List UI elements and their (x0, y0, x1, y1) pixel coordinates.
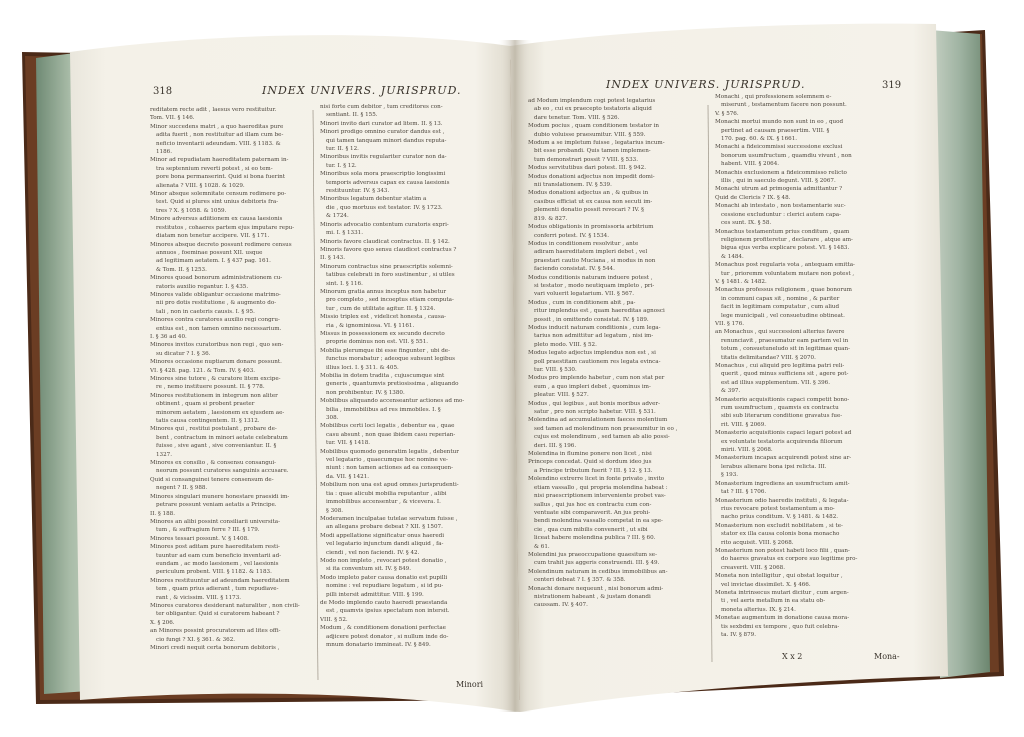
index-line: Minoribus sola mora praescriptio longissimi (320, 171, 446, 178)
index-line: vel legatario , quaecumque hoc nomine ve- (326, 457, 448, 464)
index-line: Monachi mortui mundo non sunt in eo , quod (715, 119, 844, 126)
index-line: nii pro dotis restitutione , & augmento do- (156, 300, 277, 307)
index-line: Quid de Clericis ? IX. § 48. (715, 194, 791, 201)
index-line: ritur implendus est , quam haereditas agnosci (534, 308, 665, 315)
index-line: da. VII. § 1421. (326, 473, 370, 480)
index-line: nacho prius conditum. V. § 1481. & 1482. (721, 514, 839, 521)
index-line: Princeps concedat. Quid si dordum ideo jus (528, 459, 652, 466)
index-line: liceat habere molendina publica ? III. § 60. (534, 535, 656, 542)
index-line: 1327. (156, 451, 173, 458)
index-line: & 1484. (721, 253, 744, 260)
index-line: Monasterium non excludit nobilitatem , si te- (715, 522, 843, 529)
index-line: mirii. VIII. § 2068. (721, 447, 773, 454)
index-line: ad Modum implendum cogi potest legatarius (528, 98, 656, 104)
index-line: Modus in conditionem resolvitur , ante (528, 240, 639, 247)
index-line: tum demonstrari possit ? VIII. § 533. (534, 156, 639, 163)
index-line: non prohibentur. IV. § 1380. (326, 389, 405, 396)
index-line: Molendino extrerre licet in fonte privato , invito (528, 476, 665, 483)
index-line: Minores tessari possunt. V. § 1408. (150, 535, 249, 542)
index-line: 170. pag. 60. & IX. § 1661. (721, 136, 798, 143)
index-line: cujus est molendinum , sed tamen ab alio possi- (534, 434, 670, 441)
index-line: § 308. (326, 507, 344, 514)
left-running-head: INDEX UNIVERS. JURISPRUD. (262, 84, 462, 97)
index-line: restituuntur. IV. § 343. (326, 188, 390, 195)
index-line: rius revocare potest testamentum a mo- (721, 505, 835, 512)
index-line: 1186. (156, 149, 173, 156)
index-line: rant , & vicissim. VIII. § 1173. (156, 594, 242, 601)
index-line: § 193. (721, 472, 739, 479)
index-line: adiram haereditatem impleri debet , vel (534, 249, 648, 256)
index-line: tur. I. § 12. (326, 162, 357, 169)
index-line: ratoris auxilio regantur. I. § 435. (156, 283, 249, 290)
index-line: tur , cum de utilitate agitur. II. § 1324. (326, 305, 436, 312)
right-page-number: 319 (882, 80, 902, 91)
index-line: habent. VIII. § 2064. (721, 161, 780, 168)
index-line: Minorum contractus sine praescriptis solemni- (320, 263, 453, 270)
index-line: neorum possunt curatores sanguinis accusare. (156, 468, 289, 475)
index-line: & 61. (534, 543, 550, 550)
right-page-column-2 (715, 93, 899, 653)
index-line: stator ex illa causa colonis bona monacho (721, 531, 840, 538)
index-line: II. § 188. (150, 510, 176, 517)
index-line: si ita conventum sit. IV. § 849. (326, 566, 412, 573)
index-line: pleatur. VIII. § 527. (534, 392, 589, 399)
index-line: casibus efficiat ut ex causa non secuti im- (534, 198, 653, 205)
right-running-head: INDEX UNIVERS. JURISPRUD. (606, 78, 806, 91)
index-line: religionem profiteretur , declarare , atque am- (721, 236, 853, 243)
index-line: titatis delimitandae? VIII. § 2070. (721, 354, 816, 361)
index-line: tat ? III. § 1706. (721, 489, 767, 496)
index-line: niunt : non tamen actiones ad ea consequen- (326, 465, 454, 472)
index-line: adjicere potest donator , si nullum inde do- (326, 633, 449, 640)
index-line: annuos , foeminae possunt XII. usque (156, 249, 263, 256)
index-line: minorem aetatem , laesionem ex ejusdem ae- (156, 409, 285, 416)
index-line: temporis adversus capax ex causa laesionis (326, 179, 450, 186)
index-line: eundam , ac modo laesionem , vel laesionis (156, 560, 279, 567)
index-line: V. § 576. (715, 110, 739, 117)
index-line: VI. § 428. pag. 121. & Tom. IV. § 403. (150, 367, 256, 374)
index-line: & 397. (721, 388, 741, 395)
index-line: a Principe tributum fuerit ? III. § 12. § 13. (534, 467, 653, 474)
index-line: I. § 36 ad 40. (150, 333, 187, 340)
index-line: dubio voluisse praesumitur. VIII. § 559. (534, 131, 646, 138)
index-line: periculum probent. VIII. § 1182. & 1183. (156, 569, 272, 576)
index-line: Minoris advocatio contentum curatoris expri- (320, 221, 449, 228)
index-line: functus morabatur ; adeoque subsunt legibus (326, 356, 456, 363)
index-line: Monasterium incapax acquirendi potest sine ar- (715, 455, 852, 462)
index-line: querit , quod minus sufficiens sit , agere pot- (721, 371, 849, 378)
index-line: ria , & ignominiosa. VI. § 1161. (326, 322, 415, 329)
index-line: vel invictae dissimilet. X. § 466. (721, 581, 811, 588)
index-line: ta. IV. § 879. (721, 632, 756, 638)
index-line: re , nemo instituere possunt. II. § 778. (156, 384, 265, 391)
index-line: 819. & 827. (534, 215, 568, 222)
index-line: reditatem recte adit , laesus vero restituitur. (150, 107, 277, 113)
index-line: Monachis exclusionem a fideicommisso relicto (715, 169, 847, 176)
index-line: petrare possunt veniam aetatis a Principe. (156, 502, 277, 509)
index-line: Mobilia in dotem tradita , cujuscumque sint (320, 373, 445, 379)
index-line: illius loci. I. § 311. & 405. (326, 364, 399, 371)
index-line: & 1724. (326, 213, 349, 220)
index-line: Molendinum naturam in cedibus immobilibus an- (528, 568, 668, 575)
index-line: Monasterio acquisitionis capaci legari potest ad (715, 430, 852, 437)
index-line: pilli intersit admittitur. VIII. § 199. (326, 591, 424, 598)
index-line: alienata ? VIII. § 1028. & 1029. (156, 182, 245, 189)
index-line: neficio inventarii adeundam. VIII. § 1183. & (156, 140, 281, 147)
index-line: Monachus testamentum prius conditum , quam (715, 228, 850, 235)
index-line: Modus inducit naturam conditionis , cum lega- (528, 324, 661, 331)
index-line: entius est , non tamen omnino necessarium. (156, 325, 282, 332)
index-line: immobilibus accensentur , & vicevera. I. (326, 499, 441, 506)
index-line: do haeres gravatus ex corpore suo legitime pro- (721, 556, 858, 563)
index-line: sed tamen ad molendinum non praesumitur in eo , (534, 425, 678, 432)
index-line: Mobilibus certi loci legatis , debentur ea , quae (320, 423, 455, 430)
index-line: mi. I. § 1331. (326, 230, 364, 237)
index-line: su dicatur ? I. § 36. (156, 350, 211, 357)
index-line: Monasterium odio haeredis instituti , & legata- (715, 497, 849, 504)
index-line: bit esse probandi. Quis tamen implemen- (534, 148, 651, 155)
index-line: lerabus alienare bona ipsi relicta. III. (721, 463, 827, 470)
index-line: Tom. VII. § 146. (150, 115, 195, 122)
index-line: Minores occasione nuptiarum donare possunt. (150, 359, 282, 366)
index-line: lege municipali , vel consuetudine obtineat. (721, 312, 845, 319)
index-line: miserunt , testamentum facere non possunt. (721, 102, 847, 109)
index-line: Modum pocius , quam conditionem testator in (528, 123, 659, 130)
index-line: de Modo implendo cauto haeredi praestanda (320, 599, 448, 606)
index-line: Modus , qui legibus , aut bonis moribus adver- (528, 400, 660, 407)
index-line: Minoribus legatum debentur statim a (320, 196, 427, 203)
index-line: Minor ad repudiatam haereditatem paternam in- (150, 157, 289, 164)
index-line: Minores post aditam pure haereditatem resti- (150, 544, 280, 551)
index-line: in communi capax sit , nomine , & pariter (721, 295, 840, 302)
index-line: sentiant. II. § 155. (326, 112, 378, 119)
index-line: ciendi , vel non faciendi. IV. § 42. (326, 549, 420, 556)
index-line: Monachi donare nequeunt , nisi bonorum admi- (528, 585, 664, 592)
index-line: tarius non admittitur ad legatum , nisi im- (534, 333, 654, 340)
index-line: rit. VIII. § 2069. (721, 421, 767, 428)
index-line: tatis causa contingentem. II. § 1312. (156, 418, 260, 425)
index-line: Modum a se impletum fuisse , legatarius incum- (528, 140, 665, 147)
index-line: Minores absque decreto possunt redimere census (150, 241, 292, 248)
index-line: Molendina in flumine ponere non licet , nisi (528, 451, 652, 458)
index-line: bendi molendina vassallo competat in ea spe- (534, 518, 663, 525)
index-line: dare tenetur. Tom. VIII. § 526. (534, 114, 620, 121)
index-line: adita fuerit , non restituitur ad illam cum be- (156, 132, 284, 139)
index-line: nomine : vel repudiare legatum , si id pu- (326, 583, 444, 590)
index-line: Minores an alibi possint consiliarii universita- (150, 518, 280, 525)
index-line: Mobilium non una est apud omnes jurisprudenti- (320, 482, 459, 489)
index-line: Minores valide obligantur occasione matrimo- (150, 291, 281, 298)
index-line: & Tom. II. § 1253. (156, 266, 207, 273)
index-line: tur. VIII. § 530. (534, 367, 577, 373)
index-line: Monachus , cui aliquid pro legitima patri reli- (715, 363, 845, 369)
index-line: nistrationem habeant , & justam donandi (534, 593, 651, 600)
index-line: pertinet ad causam praesertim. VIII. § (721, 127, 830, 134)
index-line: ex voluntate testatoris acquirenda filiorum (721, 438, 843, 445)
index-line: Moneta non intelligitur , qui obstat loquitur , (715, 573, 843, 580)
index-line: Minor absque solemnitate censum redimere po- (150, 191, 287, 198)
index-line: negent ? II. § 988. (156, 485, 208, 492)
index-line: nisi praescriptionem interveniente probet vas- (534, 493, 666, 500)
index-line: Quid si consanguinei tenere consensum de- (150, 476, 274, 483)
index-line: Monachus professus religionem , quae bonorum (715, 287, 852, 294)
index-line: Monachi , qui professionem solemnem e- (715, 94, 832, 100)
index-line: nisi forte cum debitor , tum creditores con- (320, 104, 443, 110)
index-line: Monachi utrum ad primogenia admittantur ? (715, 186, 843, 193)
index-line: generis , quantumvis pretiosissima , aliquando (326, 381, 459, 388)
index-line: rum usumfructum , quamvis ex contractu (721, 405, 839, 412)
index-line: moneta alterius. IX. § 214. (721, 606, 796, 613)
index-line: centeri debeat ? I. § 357. & 358. (534, 577, 626, 584)
index-line: cum trahit jus aggeris construendi. III. § 49. (534, 560, 660, 567)
index-line: tra septennium reverti potest , si eo tem- (156, 165, 273, 172)
index-line: tuuntur ad eam cum beneficio inventarii ad- (156, 552, 282, 559)
index-line: ad legitimam aetatem. I. § 437 pag. 161. (156, 258, 271, 265)
index-line: Minores restitutionem in integrum non aliter (150, 392, 278, 399)
index-line: ab eo , cui ex praecepto testatoris aliquid (534, 106, 652, 113)
index-line: vel legatario injunctum dandi aliquid , fa- (326, 541, 444, 548)
index-line: cessione excluduntur : clerici autem capa- (721, 211, 842, 218)
index-line: Moderamen inculpatae tutelae servatum fuisse , (320, 515, 458, 522)
index-line: sibi sub literarum conditione gravatus fue- (721, 413, 843, 420)
index-line: tum , & suffragium ferre ? III. § 179. (156, 527, 260, 534)
index-line: Missus in possessionem ex secundo decreto (320, 330, 445, 337)
right-catchword: Mona- (874, 652, 900, 661)
index-line: VIII. § 52. (320, 616, 348, 623)
index-line: bigua ejus verba explicare potest. VI. § 1483. (721, 245, 850, 252)
index-line: casu absunt , non quae ibidem casu reperian- (326, 431, 456, 438)
index-line: ventuate sibi comparaverit. An jus prohi- (534, 509, 651, 516)
index-line: Monachi ab intestato , non testamentarie suc- (715, 203, 846, 210)
index-line: tali , non in caeteris causis. I. § 95. (156, 308, 255, 315)
index-line: V. § 1481. & 1482. (715, 278, 767, 285)
index-line: caussam. IV. § 407. (534, 602, 588, 609)
index-line: tur. II. § 12. (326, 146, 359, 153)
index-line: Minores curatores desiderant naturaliter , non civili- (150, 602, 300, 609)
index-line: illis , qui in saeculo degunt. VIII. § 2067. (721, 178, 836, 185)
index-line: Minor succedens matri , a quo haereditas pure (150, 123, 284, 130)
index-line: Modus pro implendo habetur , cum non stat per (528, 375, 665, 382)
index-line: cio fungi ? XI. § 361. & 362. (156, 636, 236, 643)
index-line: Modus obligationis in promissoria arbitrium (528, 224, 654, 231)
index-line: tres ? X. § 1058. & 1059. (156, 207, 227, 214)
index-line: Monachus post regularis vota , antequam emitta- (715, 262, 855, 269)
index-line: Minores qui , restitui postulant , probare de- (150, 426, 277, 433)
index-line: deri. III. § 196. (534, 442, 577, 449)
index-line: an Monachus , qui successioni alterius favere (715, 329, 845, 336)
index-line: Moneta intrinsecus mutari dicitur , cum argen- (715, 589, 849, 596)
left-catchword: Minori (456, 680, 484, 689)
index-line: creaverit. VIII. § 2068. (721, 564, 786, 571)
index-line: Monetae augmentum in donatione causa mora- (715, 615, 850, 622)
index-line: Minores quoad bonorum administrationem cu- (150, 275, 283, 282)
index-line: proprie dominus non est. VII. § 551. (326, 339, 429, 346)
index-line: Modus donationi adjectus non impedit domi- (528, 173, 655, 180)
index-line: facit in legitimam computatur , cum aliud (721, 304, 840, 311)
index-line: diatam non tenetur accipere. VII. § 171. (156, 233, 270, 240)
index-line: Modus , cum in conditionem abit , pa- (528, 299, 636, 306)
left-page-column-2 (320, 103, 492, 693)
index-line: II. § 143. (320, 255, 346, 262)
index-line: si testator , modo neutiquam impleto , pri- (534, 282, 655, 289)
index-line: restitutos , cohaeres partem ejus imputare repu- (156, 224, 295, 231)
index-line: Modus legato adjectus implendus non est , si (528, 350, 656, 357)
index-line: Modus servitutibus dari potest. III. § 942. (528, 165, 647, 172)
index-line: test. Quid si plures sint unius debitoris fra- (156, 199, 279, 206)
index-line: possit , in omittendo consistat. IV. § 189. (534, 316, 649, 323)
gutter-shadow (498, 40, 532, 712)
index-line: nii translationem. IV. § 539. (534, 182, 612, 189)
index-line: Minores invitos curatoribus non regi , quo sen- (150, 342, 284, 349)
index-line: Minori invito dari curator ad litem. II. § 13. (320, 120, 443, 127)
index-line: Missio triplex est , videlicet honesta , causa- (320, 314, 447, 321)
index-line: bent , contractum in minori aetate celebratum (156, 434, 288, 441)
index-line: pore bona permanserint. Quid si bona fuerint (156, 174, 285, 181)
index-line: VII. § 176. (715, 320, 745, 327)
index-line: vari voluerit legatarium. VII. § 567. (534, 291, 635, 298)
index-line: die , quo mortuus est testator. IV. § 1723. (326, 204, 443, 211)
index-line: conferri potest. IV. § 1534. (534, 232, 609, 239)
index-line: Modum , & conditionem donationi perfectae (320, 625, 446, 632)
index-line: Minores contra curatores auxilio regi congru- (150, 317, 280, 324)
index-line: Monachi a fideicommissi successione exclusi (715, 144, 843, 151)
index-line: qui tamen tanquam minori dandus reputa- (326, 137, 447, 144)
index-line: pleto modo. VIII. § 52. (534, 341, 597, 348)
index-line: Minores singulari munere honestare praesidi im- (150, 493, 290, 500)
index-line: Monasterium ingrediens an usumfructum amit- (715, 480, 850, 487)
index-line: Modus conditionis naturam induere potest , (528, 274, 653, 281)
left-page-column-1 (150, 106, 312, 696)
index-line: bonorum usumfructum , quamdiu vivunt , non (721, 152, 852, 159)
index-line: tia : quae alicubi mobilia reputantur , alibi (326, 490, 447, 497)
index-line: satur , pro non scripto habetur. VIII. § 531. (534, 409, 656, 416)
index-line: Mobilia plerumque ibi esse fingunter , ubi de- (320, 347, 450, 354)
index-line: Minorum gratia annus inceptus non habetur (320, 288, 446, 295)
index-line: Modi appellatione significatur onus haeredi (320, 532, 445, 539)
index-line: Modus donationi adjectus an , & quibus in (528, 190, 649, 197)
index-line: praestari cautio Muciana , si modus in non (534, 257, 656, 264)
index-line: bilia , immobilibus ad res immobiles. I. § (326, 406, 441, 413)
index-line: tem , quam prius adierant , tum repudiave- (156, 586, 279, 593)
index-line: Minores ex consilio , & consensu consangui- (150, 460, 277, 467)
index-line: renunciavit , praesumatur eam partem vel in (721, 337, 849, 344)
index-line: 308. (326, 415, 339, 422)
index-line: Molendini jus praeoccupatione quaesitum se- (528, 551, 657, 558)
index-line: Modo non impleto , revocari potest donatio , (320, 557, 447, 564)
index-line: ter obligantur. Quid si curatorem habeant ? (156, 611, 280, 618)
index-line: Mobilibus quomodo generatim legatis , debentur (320, 448, 459, 455)
index-line: Minoris favore claudicat contractus. II. § 142. (320, 238, 450, 245)
index-line: Minore adversus adiitionem ex causa laesionis (150, 216, 283, 223)
index-line: totum , consuetuneludo sit in legitimae quan- (721, 346, 850, 353)
right-page-column-1 (528, 97, 704, 667)
index-line: Molendina ad accumulationem faeces molentium (528, 417, 668, 424)
index-line: an allegans probare debeat ? XII. § 1507. (326, 524, 443, 531)
index-line: plementi donatio possit revocari ? IV. § (534, 207, 644, 214)
index-line: mnum donatario immineat. IV. § 849. (326, 642, 431, 648)
index-line: Minores sine tutore , & curatore litem excipe- (150, 376, 281, 382)
index-line: etiam vassallo , qui propria molendina habeat : (534, 484, 668, 491)
index-line: sallus , qui jus hoc ex contractu cum con- (534, 501, 652, 508)
index-line: rito acquisit. VIII. § 2068. (721, 539, 794, 546)
index-line: faciendo consistat. IV. § 544. (534, 266, 615, 273)
index-line: poll praestitam cautionem res legata evinca- (534, 358, 661, 365)
index-line: Minoris favore quo sensu claudicet contractus ? (320, 246, 457, 253)
index-line: ces sunt. IX. § 58. (721, 220, 772, 227)
index-line: tur. VII. § 1418. (326, 440, 371, 447)
index-line: est , quamvis ipsius spectatum non intersit. (326, 608, 450, 615)
index-line: Minori credi nequit certa bonorum debitoris , (150, 645, 280, 651)
index-line: tatibus celebrati in foro sustinentur , si utiles (326, 272, 455, 279)
index-line: pro completo , sed incoeptus etiam computa- (326, 297, 454, 304)
index-line: tur , prioremm voluntatem mutare non potest , (721, 270, 855, 277)
index-line: est ad illius supplementum. VII. § 396. (721, 379, 831, 386)
index-line: tis sexbdmi ex tempore , quo fuit celebra- (721, 623, 840, 630)
index-line: fuisse , sive agant , sive conveniantur. II. § (156, 443, 277, 450)
index-line: X. § 206. (150, 619, 175, 626)
index-line: Minores restituuntur ad adeundam haereditatem (150, 577, 290, 584)
index-line: Modo impleto pater causa donatio est pupilli (320, 574, 448, 581)
index-line: an Minores possint procuratorem ad lites offi- (150, 628, 281, 635)
index-line: Mobilibus aliquando accenseantur actiones ad mo- (320, 398, 465, 405)
index-line: eum , a quo impleri debet , quominus im- (534, 383, 651, 390)
left-page-number: 318 (153, 86, 173, 97)
index-line: cie , qua cum mibilis convenerit , ut sibi (534, 526, 648, 533)
index-line: Minori prodigo omnino curator dandus est , (320, 129, 445, 136)
index-line: sint. I. § 116. (326, 280, 363, 287)
index-line: ti , vel aeris metallum in ea statu ob- (721, 598, 826, 605)
index-line: Monasterium non potest habeti loco filii , quan- (715, 547, 850, 554)
index-line: Monasterio acquisitionis capaci competit bono- (715, 396, 850, 403)
index-line: obtinent , quam si probent praeter (156, 401, 255, 408)
index-line: Minoribus invitis regulariter curator non da- (320, 154, 447, 161)
signature-mark: X x 2 (782, 652, 803, 661)
